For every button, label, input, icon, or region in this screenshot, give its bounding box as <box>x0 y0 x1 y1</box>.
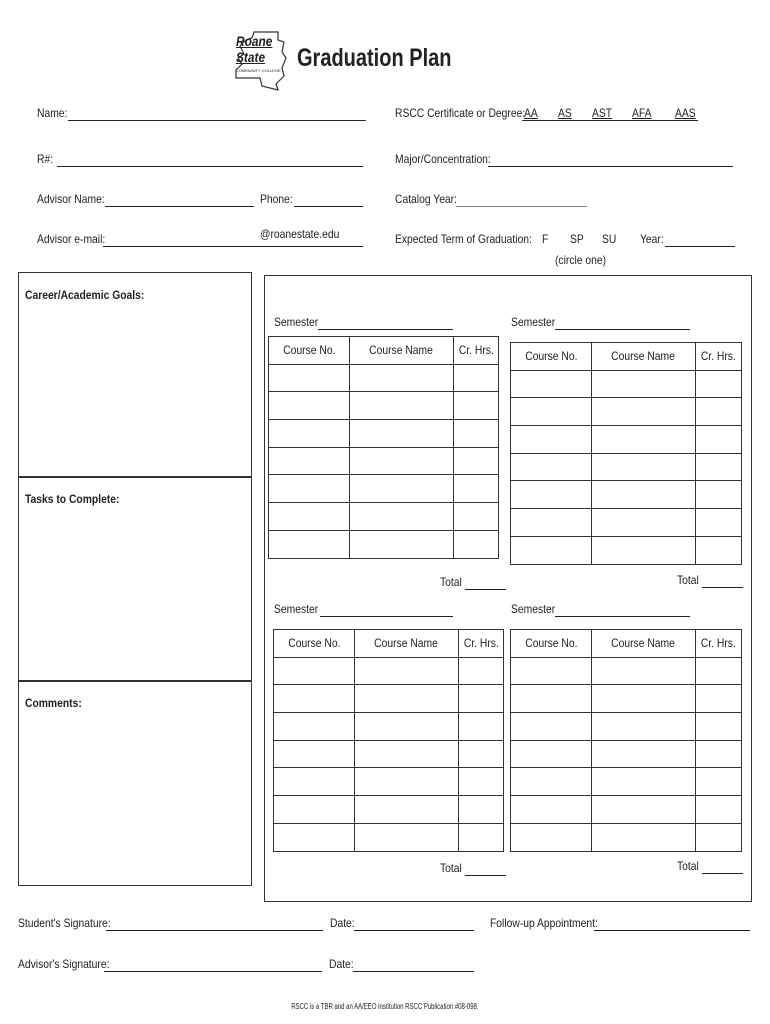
comments-label: Comments: <box>25 696 82 710</box>
major-field[interactable] <box>488 166 733 167</box>
column-course-name: Course Name <box>592 343 696 371</box>
column-course-no: Course No. <box>511 343 592 371</box>
column-cr-hrs: Cr. Hrs. <box>696 343 742 371</box>
career-goals-box[interactable] <box>18 272 252 478</box>
student-date-field[interactable] <box>354 930 474 931</box>
advisor-name-field[interactable] <box>105 206 254 207</box>
table-row[interactable] <box>274 685 504 713</box>
table-header-row <box>274 630 504 658</box>
term-option-su[interactable]: SU <box>602 232 617 246</box>
degree-option-as[interactable]: AS <box>558 106 572 120</box>
table-row[interactable] <box>511 426 742 454</box>
semester-1-total-field[interactable] <box>465 589 506 590</box>
semester-4-table <box>510 629 742 852</box>
table-row[interactable] <box>511 796 742 824</box>
semester-2-field[interactable] <box>555 329 690 330</box>
table-header-row <box>511 630 742 658</box>
year-field[interactable] <box>665 246 735 247</box>
table-row[interactable] <box>269 420 499 448</box>
semester-3-field[interactable] <box>320 616 453 617</box>
advisor-signature-field[interactable] <box>104 971 322 972</box>
table-row[interactable] <box>269 530 499 558</box>
phone-label: Phone: <box>260 192 293 206</box>
advisor-date-field[interactable] <box>353 971 474 972</box>
table-row[interactable] <box>274 740 504 768</box>
column-cr-hrs: Cr. Hrs. <box>454 337 499 365</box>
column-cr-hrs: Cr. Hrs. <box>696 630 742 658</box>
degree-option-aas[interactable]: AAS <box>675 106 696 120</box>
table-row[interactable] <box>269 503 499 531</box>
table-row[interactable] <box>511 481 742 509</box>
student-signature-field[interactable] <box>106 930 323 931</box>
table-row[interactable] <box>511 685 742 713</box>
table-row[interactable] <box>511 509 742 537</box>
email-domain: @roanestate.edu <box>260 227 340 241</box>
table-row[interactable] <box>269 364 499 392</box>
name-field[interactable] <box>68 120 366 121</box>
student-signature-label: Student's Signature: <box>18 916 111 930</box>
degree-option-aa[interactable]: AA <box>524 106 538 120</box>
major-label: Major/Concentration: <box>395 152 491 166</box>
semester-4-total-label: Total <box>677 859 699 873</box>
advisor-email-field[interactable] <box>103 246 363 247</box>
table-row[interactable] <box>274 796 504 824</box>
semester-3-total-field[interactable] <box>465 875 506 876</box>
table-row[interactable] <box>269 392 499 420</box>
semester-3-table <box>273 629 504 852</box>
semester-4-label: Semester <box>511 602 556 616</box>
tasks-box[interactable] <box>18 476 252 682</box>
phone-field[interactable] <box>294 206 363 207</box>
column-course-name: Course Name <box>592 630 696 658</box>
semester-2-table <box>510 342 742 565</box>
r-number-field[interactable] <box>57 166 363 167</box>
year-label: Year: <box>640 232 664 246</box>
table-row[interactable] <box>511 657 742 685</box>
semester-2-total-label: Total <box>677 573 699 587</box>
table-row[interactable] <box>511 536 742 564</box>
semester-2-total-field[interactable] <box>702 587 743 588</box>
logo-wordmark-roane: Roane <box>236 33 273 49</box>
column-cr-hrs: Cr. Hrs. <box>459 630 504 658</box>
tasks-label: Tasks to Complete: <box>25 492 120 506</box>
footer <box>0 996 770 1014</box>
semester-4-field[interactable] <box>555 616 690 617</box>
name-label: Name: <box>37 106 68 120</box>
semester-3-total-label: Total <box>440 861 462 875</box>
catalog-year-label: Catalog Year: <box>395 192 457 206</box>
table-row[interactable] <box>511 823 742 851</box>
followup-label: Follow-up Appointment: <box>490 916 598 930</box>
column-course-no: Course No. <box>269 337 350 365</box>
semester-1-field[interactable] <box>318 329 453 330</box>
term-option-f[interactable]: F <box>542 232 549 246</box>
semester-1-table <box>268 336 499 559</box>
column-course-name: Course Name <box>350 337 454 365</box>
followup-field[interactable] <box>594 930 750 931</box>
advisor-email-label: Advisor e-mail: <box>37 232 106 246</box>
advisor-signature-label: Advisor's Signature: <box>18 957 110 971</box>
table-header-row <box>511 343 742 371</box>
circle-one-hint: (circle one) <box>555 253 607 267</box>
advisor-date-label: Date: <box>329 957 354 971</box>
career-goals-label: Career/Academic Goals: <box>25 288 145 302</box>
table-row[interactable] <box>511 740 742 768</box>
degree-option-afa[interactable]: AFA <box>632 106 652 120</box>
table-row[interactable] <box>274 657 504 685</box>
semester-1-label: Semester <box>274 315 319 329</box>
term-option-sp[interactable]: SP <box>570 232 584 246</box>
table-row[interactable] <box>274 713 504 741</box>
table-row[interactable] <box>269 475 499 503</box>
table-row[interactable] <box>274 823 504 851</box>
student-date-label: Date: <box>330 916 355 930</box>
column-course-no: Course No. <box>511 630 592 658</box>
table-row[interactable] <box>511 713 742 741</box>
college-logo <box>232 28 290 92</box>
column-course-no: Course No. <box>274 630 355 658</box>
semester-3-label: Semester <box>274 602 319 616</box>
comments-box[interactable] <box>18 680 252 886</box>
degree-options-underline <box>522 120 698 121</box>
table-row[interactable] <box>511 370 742 398</box>
page-title: Graduation Plan <box>297 44 452 72</box>
column-course-name: Course Name <box>355 630 459 658</box>
table-row[interactable] <box>269 447 499 475</box>
degree-option-ast[interactable]: AST <box>592 106 613 120</box>
logo-subtext: COMMUNITY COLLEGE <box>236 68 281 73</box>
footer-text: RSCC is a TBR and an AA/EEO institution RSCC Publication #08-098. <box>291 1002 479 1011</box>
table-row[interactable] <box>274 768 504 796</box>
advisor-name-label: Advisor Name: <box>37 192 105 206</box>
semester-1-total-label: Total <box>440 575 462 589</box>
table-row[interactable] <box>511 453 742 481</box>
catalog-year-field[interactable] <box>456 206 587 207</box>
table-header-row <box>269 337 499 365</box>
certificate-label: RSCC Certificate or Degree: <box>395 106 526 120</box>
r-number-label: R#: <box>37 152 54 166</box>
semester-2-label: Semester <box>511 315 556 329</box>
expected-term-label: Expected Term of Graduation: <box>395 232 532 246</box>
table-row[interactable] <box>511 398 742 426</box>
semester-4-total-field[interactable] <box>702 873 743 874</box>
logo-wordmark-state: State <box>236 49 266 65</box>
table-row[interactable] <box>511 768 742 796</box>
